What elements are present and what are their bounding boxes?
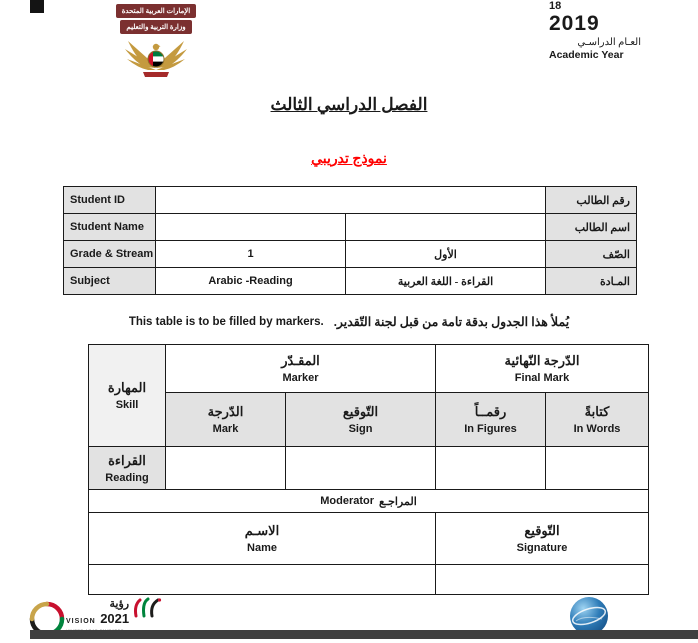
markers-note xyxy=(0,314,698,330)
subject-label-en: Subject xyxy=(64,268,156,295)
in-figures-header-cell xyxy=(436,393,546,447)
subject-value-ar-cell: القراءة - اللغة العربية xyxy=(346,268,546,295)
student-id-value-cell xyxy=(156,187,546,214)
student-name-label-en: Student Name xyxy=(64,214,156,241)
vision-calligraphy-icon xyxy=(132,597,162,621)
year-top-text: 18 xyxy=(549,0,562,12)
footer-bar xyxy=(30,630,698,639)
final-mark-label-en: Final Mark xyxy=(514,372,570,384)
signature-label-en: Signature xyxy=(516,542,568,554)
paper-type-title: نموذج تدريبي xyxy=(311,152,387,167)
student-info-table xyxy=(63,186,637,295)
grade-label-en: Grade & Stream xyxy=(64,241,156,268)
reading-figures-empty-cell xyxy=(436,447,546,490)
mark-label-en: Mark xyxy=(212,423,239,435)
moderator-header-cell xyxy=(89,490,649,513)
markers-note-ar: يُملأ هذا الجدول بدقة تامة من قبل لجنة التّقدير. xyxy=(333,315,570,329)
vision-label-row xyxy=(66,610,129,628)
in-words-label-ar: كتابةً xyxy=(584,404,610,419)
subject-label-ar: المـادة xyxy=(546,268,637,295)
marker-header-cell xyxy=(166,345,436,393)
moderator-name-header-cell xyxy=(89,513,436,565)
grade-value-ar-cell: الأول xyxy=(346,241,546,268)
table-row xyxy=(89,393,649,447)
reading-sign-empty-cell xyxy=(286,447,436,490)
marker-label-ar: المقـدّر xyxy=(281,353,320,368)
vision-label-ar: رؤية xyxy=(109,598,130,610)
moderator-label-ar: المراجـع xyxy=(379,495,417,508)
mark-header-cell xyxy=(166,393,286,447)
marks-table xyxy=(88,344,649,595)
markers-note-en: This table is to be filled by markers. xyxy=(128,316,324,328)
student-name-value-left-cell xyxy=(156,214,346,241)
grade-label-ar: الصّف xyxy=(546,241,637,268)
in-figures-label-ar: رقمــاً xyxy=(474,404,507,419)
table-row xyxy=(64,187,637,214)
student-id-label-en: Student ID xyxy=(64,187,156,214)
reading-label-ar: القراءة xyxy=(108,452,146,468)
sign-label-ar: التّوقيع xyxy=(342,404,379,419)
corner-registration-mark xyxy=(30,0,44,13)
signature-label-ar: التّوقيع xyxy=(524,523,560,538)
final-mark-label-ar: الدّرجة النّهائية xyxy=(504,353,580,368)
name-label-en: Name xyxy=(247,542,277,554)
table-row xyxy=(89,345,649,393)
sign-header-cell xyxy=(286,393,436,447)
ministry-name-banner: وزارة التربية والتعليم xyxy=(120,20,191,34)
country-name-banner: الإمارات العربية المتحدة xyxy=(116,4,196,18)
in-words-label-en: In Words xyxy=(573,423,621,435)
sign-label-en: Sign xyxy=(348,423,373,435)
vision-year: 2021 xyxy=(100,611,130,626)
student-name-value-right-cell xyxy=(346,214,546,241)
mark-label-ar: الدّرجة xyxy=(207,404,244,419)
student-id-label-ar: رقم الطالب xyxy=(546,187,637,214)
year-main-text: 2019 xyxy=(549,11,600,35)
moderator-label-en: Moderator xyxy=(320,495,374,507)
subject-value-en-cell: Arabic -Reading xyxy=(156,268,346,295)
reading-skill-cell xyxy=(89,447,166,490)
table-row xyxy=(64,268,637,295)
marker-label-en: Marker xyxy=(282,372,319,384)
academic-year-label-en: Academic Year xyxy=(549,49,624,62)
moderator-signature-header-cell xyxy=(436,513,649,565)
academic-year-label-ar: العـام الدراسـي xyxy=(577,36,641,48)
skill-header-cell xyxy=(89,345,166,447)
vision-label-en: VISION xyxy=(66,618,96,625)
semester-title: الفصل الدراسي الثالث xyxy=(270,95,428,114)
table-row xyxy=(64,214,637,241)
reading-words-empty-cell xyxy=(546,447,649,490)
table-row xyxy=(89,447,649,490)
in-words-header-cell xyxy=(546,393,649,447)
student-name-label-ar: اسم الطالب xyxy=(546,214,637,241)
vision-2021-logo xyxy=(66,597,162,633)
skill-label-en: Skill xyxy=(115,399,139,411)
reading-mark-empty-cell xyxy=(166,447,286,490)
moderator-signature-empty-cell xyxy=(436,565,649,595)
table-row xyxy=(64,241,637,268)
table-row xyxy=(89,513,649,565)
final-mark-header-cell xyxy=(436,345,649,393)
ministry-emblem-block xyxy=(102,4,210,78)
academic-year-block xyxy=(549,1,641,61)
skill-label-ar: المهارة xyxy=(107,380,147,395)
reading-label-en: Reading xyxy=(105,471,149,484)
in-figures-label-en: In Figures xyxy=(464,423,517,435)
moderator-name-empty-cell xyxy=(89,565,436,595)
name-label-ar: الاسـم xyxy=(244,523,280,538)
uae-falcon-emblem-icon xyxy=(123,36,189,78)
table-row xyxy=(89,565,649,595)
table-row xyxy=(89,490,649,513)
grade-value-cell: 1 xyxy=(156,241,346,268)
vision-text-block xyxy=(66,597,129,633)
